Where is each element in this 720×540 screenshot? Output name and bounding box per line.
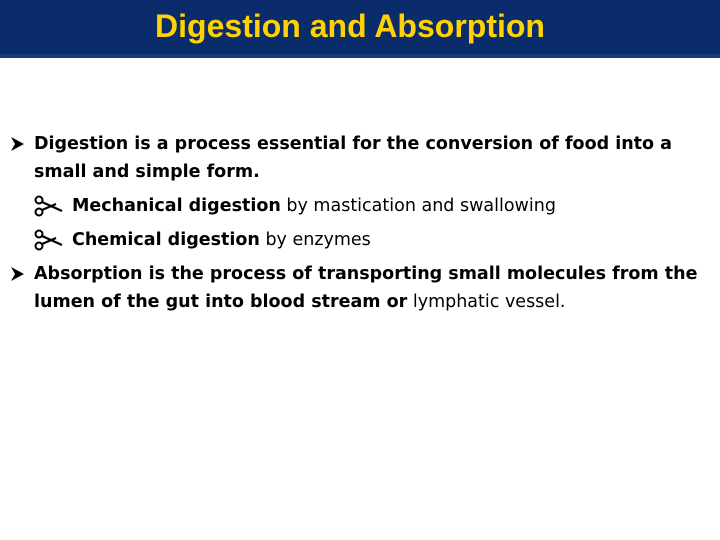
bullet-point-2-normal: lymphatic vessel. — [407, 292, 566, 312]
bullet-point-2-bold: Absorption is the process of transporting small molecules from the lumen of the gut into blood stream or — [34, 264, 698, 312]
title-bar — [0, 0, 720, 58]
sub-point-1-desc: by mastication and swallowing — [280, 196, 556, 216]
scissors-bullet-icon — [34, 192, 64, 220]
arrow-bullet-icon — [8, 130, 28, 158]
slide-title: Digestion and Absorption — [155, 8, 545, 44]
sub-point-1-text — [72, 192, 692, 220]
sub-point-2-desc: by enzymes — [259, 230, 371, 250]
sub-point-2-term: Chemical digestion — [72, 230, 260, 250]
bullet-point-1-text: Digestion is a process essential for the conversion of food into a small and simple form. — [34, 134, 672, 182]
bullet-point-2-text — [34, 260, 710, 316]
scissors-bullet-icon — [34, 226, 64, 254]
sub-point-1-term: Mechanical digestion — [72, 196, 281, 216]
arrow-bullet-icon — [8, 260, 28, 288]
sub-point-2-text — [72, 226, 692, 254]
